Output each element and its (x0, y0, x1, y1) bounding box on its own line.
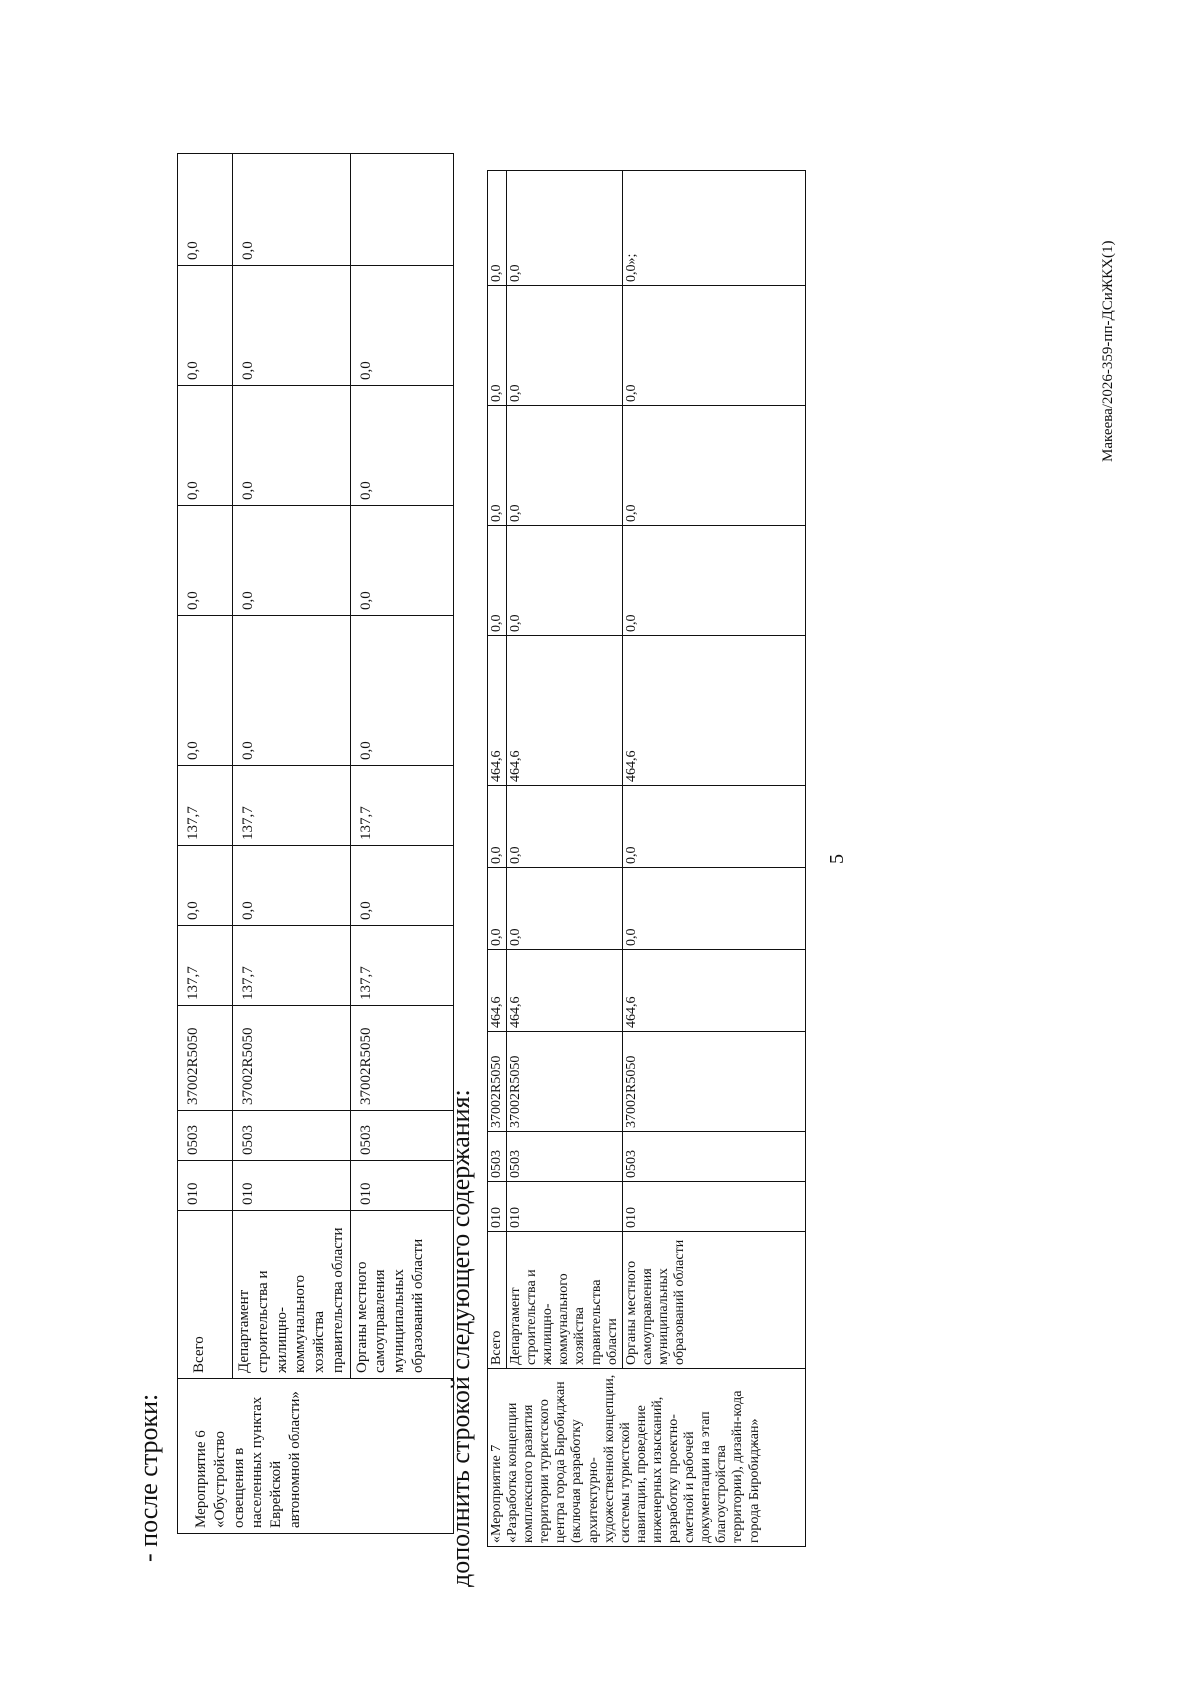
table-row (233, 154, 351, 1534)
value-cell: 0,0 (622, 868, 805, 950)
value-cell: 0,0 (488, 406, 507, 526)
value-cell: 0,0 (178, 266, 233, 386)
code-cell: 0503 (350, 1111, 453, 1161)
value-cell: 0,0 (622, 406, 805, 526)
value-cell: 0,0 (622, 526, 805, 636)
value-cell: 0,0 (350, 846, 453, 926)
value-cell: 0,0 (178, 506, 233, 616)
executor-cell: Департамент строительства и жилищно-коммунального хозяйства правительства области (507, 1232, 623, 1369)
code-cell: 010 (178, 1161, 233, 1211)
code-cell: 010 (233, 1161, 351, 1211)
value-cell: 0,0 (622, 786, 805, 868)
value-cell (350, 154, 453, 266)
code-cell: 010 (507, 1182, 623, 1232)
table-row (350, 154, 453, 1534)
code-cell: 0503 (233, 1111, 351, 1161)
heading-add-row: дополнить строкой следующего содержания: (446, 1089, 475, 1587)
value-cell: 0,0 (350, 266, 453, 386)
executor-cell: Органы местного самоуправления муниципальных образований области (350, 1211, 453, 1379)
code-cell: 0503 (178, 1111, 233, 1161)
value-cell: 137,7 (233, 926, 351, 1006)
value-cell: 137,7 (350, 766, 453, 846)
code-cell: 37002R5050 (507, 1032, 623, 1132)
table-row (178, 154, 233, 1534)
value-cell: 464,6 (622, 636, 805, 786)
code-cell: 0503 (507, 1132, 623, 1182)
value-cell: 0,0 (178, 154, 233, 266)
document-reference: Макеева/2026-359-пп-ДСиЖКХ(1) (1100, 240, 1116, 462)
code-cell: 37002R5050 (178, 1006, 233, 1111)
heading-after-row: - после строки: (134, 1393, 163, 1562)
value-cell: 0,0 (233, 266, 351, 386)
code-cell: 010 (488, 1182, 507, 1232)
code-cell: 37002R5050 (622, 1032, 805, 1132)
value-cell: 0,0 (507, 526, 623, 636)
event-label: «Мероприятие 7 (489, 1444, 504, 1543)
code-cell: 37002R5050 (488, 1032, 507, 1132)
table-existing-row (177, 153, 454, 1534)
value-cell: 464,6 (507, 950, 623, 1032)
value-cell: 464,6 (488, 636, 507, 786)
value-cell: 0,0 (507, 786, 623, 868)
value-cell: 0,0 (350, 616, 453, 766)
table-added-row (487, 170, 806, 1547)
table-row (507, 171, 623, 1547)
value-cell: 0,0 (233, 154, 351, 266)
table-row (622, 171, 805, 1547)
code-cell: 37002R5050 (350, 1006, 453, 1111)
value-cell: 0,0 (488, 526, 507, 636)
value-cell: 0,0 (507, 406, 623, 526)
value-cell: 0,0 (507, 286, 623, 406)
value-cell: 464,6 (488, 950, 507, 1032)
value-cell: 0,0 (507, 868, 623, 950)
table-row (488, 171, 507, 1547)
executor-cell: Органы местного самоуправления муниципальных образований области (622, 1232, 805, 1369)
value-cell: 0,0 (178, 846, 233, 926)
executor-cell: Всего (488, 1232, 507, 1369)
code-cell: 0503 (622, 1132, 805, 1182)
value-cell: 137,7 (350, 926, 453, 1006)
value-cell: 0,0 (488, 171, 507, 286)
value-cell: 0,0 (233, 846, 351, 926)
executor-cell: Департамент строительства и жилищно-коммунального хозяйства правительства области (233, 1211, 351, 1379)
code-cell: 37002R5050 (233, 1006, 351, 1111)
value-cell: 137,7 (178, 926, 233, 1006)
value-cell: 0,0 (178, 386, 233, 506)
executor-cell: Всего (178, 1211, 233, 1379)
value-cell: 0,0 (488, 868, 507, 950)
code-cell: 010 (350, 1161, 453, 1211)
event-name: «Разработка концепции комплексного развития территории туристского центра города Биробиджан (включая разработку архитектурно-художественной концепции, системы туристской навигации, проведение инженерных изысканий, разработку проектно-сметной и рабочей документации на этап благоустройства территории), дизайн-кода города Биробиджан» (505, 1374, 762, 1543)
value-cell: 0,0 (233, 616, 351, 766)
value-cell: 0,0 (350, 386, 453, 506)
value-cell: 464,6 (622, 950, 805, 1032)
value-cell: 0,0 (622, 286, 805, 406)
value-cell: 0,0 (178, 616, 233, 766)
value-cell: 137,7 (178, 766, 233, 846)
code-cell: 0503 (488, 1132, 507, 1182)
code-cell: 010 (622, 1182, 805, 1232)
page-number: 5 (826, 854, 848, 864)
value-cell: 464,6 (507, 636, 623, 786)
value-cell: 0,0 (233, 506, 351, 616)
event-label: Мероприятие 6 (193, 1430, 209, 1528)
value-cell: 0,0 (233, 386, 351, 506)
value-cell: 0,0 (507, 171, 623, 286)
value-cell: 0,0 (488, 286, 507, 406)
value-cell: 0,0 (350, 506, 453, 616)
event-name: «Обустройство освещения в населенных пунктах Еврейской автономной области» (211, 1391, 303, 1528)
value-cell: 0,0 (488, 786, 507, 868)
value-cell: 137,7 (233, 766, 351, 846)
value-cell: 0,0»; (622, 171, 805, 286)
